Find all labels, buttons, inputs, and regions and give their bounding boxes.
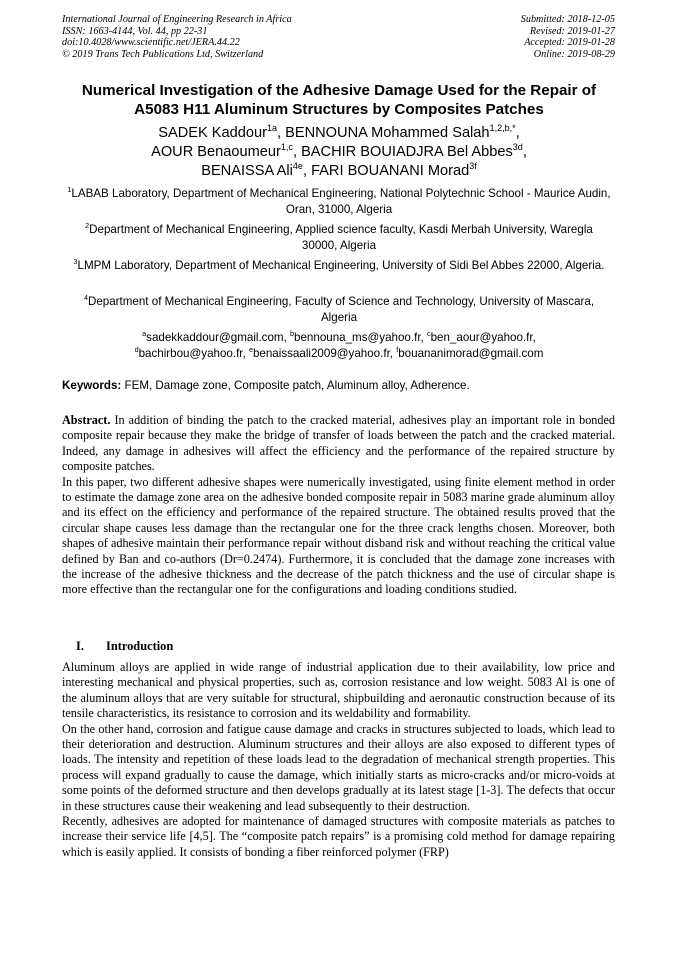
revised-date: Revised: 2019-01-27 <box>529 25 615 37</box>
author-list <box>60 124 618 180</box>
email-mark: e <box>248 344 253 354</box>
affiliation-text: LABAB Laboratory, Department of Mechanical Engineering, National Polytechnic School - Maurice Audin, Oran, 31000, Algeria <box>71 187 611 216</box>
author-line-2: AOUR Benaoumeur$^{1,c}$, BACHIR BOUIADJRA Bel Abbes$^{3d}$, <box>151 141 527 160</box>
author-separator: , <box>302 162 312 179</box>
author-separator: , <box>277 125 286 141</box>
section-title: Introduction <box>106 639 174 653</box>
email-link[interactable]: bachirbou@yahoo.fr, <box>138 346 249 360</box>
email-mark: d <box>134 344 139 354</box>
online-date: Online: 2019-08-29 <box>533 48 615 60</box>
author-name: SADEK Kaddour <box>158 125 267 141</box>
section-number: I. <box>76 639 84 653</box>
author-separator: , <box>292 143 302 160</box>
author-name: FARI BOUANANI Morad <box>311 162 470 179</box>
affiliation-text: Department of Mechanical Engineering, Faculty of Science and Technology, University of Mascara, Algeria <box>87 295 595 324</box>
keywords-text: FEM, Damage zone, Composite patch, Aluminum alloy, Adherence. <box>121 379 470 392</box>
email-link[interactable]: benaissaali2009@yahoo.fr, <box>252 346 397 360</box>
copyright-line: © 2019 Trans Tech Publications Ltd, Switzerland <box>62 48 264 60</box>
author-name: AOUR Benaoumeur <box>151 143 281 160</box>
affiliation-1 <box>66 186 612 217</box>
title-line-1: Numerical Investigation of the Adhesive Damage Used for the Repair of <box>81 82 597 99</box>
abstract-text: In addition of binding the patch to the cracked material, adhesives play an important role in bonded composite repair because they make the bridge of transfer of loads between the patch and the cracked material. Indeed, any damage in adhesives will affect the efficiency and the performance of the repaired structure by composite patches. <box>62 413 615 474</box>
affiliation-text: LMPM Laboratory, Department of Mechanical Engineering, University of Sidi Bel Abbes 22000, Algeria. <box>77 259 605 272</box>
doi-line: doi:10.4028/www.scientific.net/JERA.44.22 <box>62 37 240 49</box>
affiliation-text: Department of Mechanical Engineering, Applied science faculty, Kasdi Merbah University, Waregla 30000, Algeria <box>89 223 593 252</box>
abstract-paragraph-2: In this paper, two different adhesive shapes were numerically investigated, using finite element method in order to estimate the damage zone area on the adhesive bonded composite repair in 5083 marine grade aluminum alloy and its effect on the efficiency and performance of the repaired structure. The obtained results proved that the circular shape causes less damage than the rectangular one for the three crack lengths chosen. Moreover, both shapes of adhesive maintain their performance repair without disband risk and without reaching the critical value defined by Ban and co-authors (Dr=0.2474). Furthermore, it is concluded that the damage zone increases with the increase of the adhesive thickness and the decrease of the patch thickness and the use of circular shape is more effective than the rectangular one for the configurations and loading conditions studied. <box>62 474 615 597</box>
author-affiliation-mark: 3d <box>512 141 523 152</box>
email-line-2 <box>60 346 618 362</box>
affiliation-mark: 3 <box>73 257 78 267</box>
email-mark: a <box>142 329 147 339</box>
affiliation-mark: 1 <box>67 185 72 195</box>
email-line-1 <box>60 330 618 346</box>
introduction-paragraph: Aluminum alloys are applied in wide range of industrial application due to their availability, low price and interesting mechanical and physical properties, such as, corrosion resistance and low weight. 5083 Al is one of the aluminum alloys that are very suitable for structural, shipbuilding and aeronautic construction because of its tensile characteristics, its resistance to corrosion and its weldability and formability. <box>62 660 615 721</box>
journal-name: International Journal of Engineering Research in Africa <box>62 14 292 25</box>
introduction-paragraph: On the other hand, corrosion and fatigue cause damage and cracks in structures subjected to loads, which lead to their deterioration and destruction. Aluminum structures and their alloys are also exposed to different types of loads. The intensity and repetition of these loads lead to the degradation of mechanical strength properties. This process will expand gradually to cause the damage, which initially starts as micro-cracks and/or micro-voids at some points of the deformed structure and then develops gradually at its latest stage [1-3]. The defects that occur in these structures cause their weakening and lead subsequently to their destruction. <box>62 721 615 813</box>
abstract <box>62 413 615 598</box>
email-mark: f <box>396 344 399 354</box>
keywords <box>62 378 618 393</box>
author-name: BENAISSA Ali <box>201 162 293 179</box>
submitted-date: Submitted: 2018-12-05 <box>520 14 615 25</box>
email-link[interactable]: sadekkaddour@gmail.com, <box>146 331 291 344</box>
author-emails <box>60 330 618 361</box>
email-link[interactable]: ben_aour@yahoo.fr, <box>430 331 536 344</box>
author-affiliation-mark: 1a <box>266 123 278 134</box>
author-name: BACHIR BOUIADJRA Bel Abbes <box>301 143 513 160</box>
introduction-body <box>62 660 615 860</box>
author-line-3 <box>60 162 618 181</box>
affiliation-2 <box>66 222 612 253</box>
author-line-1: SADEK Kaddour$^{1a}$, BENNOUNA Mohammed Salah$^{1,2,b,*}$, <box>158 123 520 141</box>
author-affiliation-mark: 3f <box>469 160 477 171</box>
issn-line: ISSN: 1663-4144, Vol. 44, pp 22-31 <box>62 25 208 37</box>
author-affiliation-mark: 1,2,b,* <box>489 123 516 134</box>
accepted-date: Accepted: 2019-01-28 <box>524 37 615 49</box>
paper-title <box>50 81 628 119</box>
title-line-2: A5083 H11 Aluminum Structures by Composites Patches <box>134 101 544 118</box>
email-mark: c <box>426 329 431 339</box>
affiliation-mark: 2 <box>85 221 90 231</box>
introduction-paragraph: Recently, adhesives are adopted for maintenance of damaged structures with composite materials as patches to increase their service life [4,5]. The “composite patch repairs” is a promising cold method for damage repairing which is easily applied. It consists of bonding a fiber reinforced polymer (FRP) <box>62 814 615 859</box>
email-mark: b <box>290 329 295 339</box>
abstract-paragraph-1 <box>62 413 615 475</box>
email-link[interactable]: bouananimorad@gmail.com <box>398 346 544 360</box>
affiliation-mark: 4 <box>83 293 88 303</box>
keywords-label: Keywords: <box>62 379 122 392</box>
abstract-label: Abstract. <box>62 413 111 427</box>
journal-info <box>62 14 292 60</box>
author-affiliation-mark: 4e <box>292 160 303 171</box>
affiliation-4 <box>66 294 612 325</box>
date-info <box>521 14 615 60</box>
email-link[interactable]: bennouna_ms@yahoo.fr, <box>294 331 427 344</box>
section-heading <box>76 639 173 654</box>
author-affiliation-mark: 1,c <box>280 141 293 152</box>
author-name: BENNOUNA Mohammed Salah <box>285 125 490 141</box>
affiliation-3 <box>66 258 612 274</box>
